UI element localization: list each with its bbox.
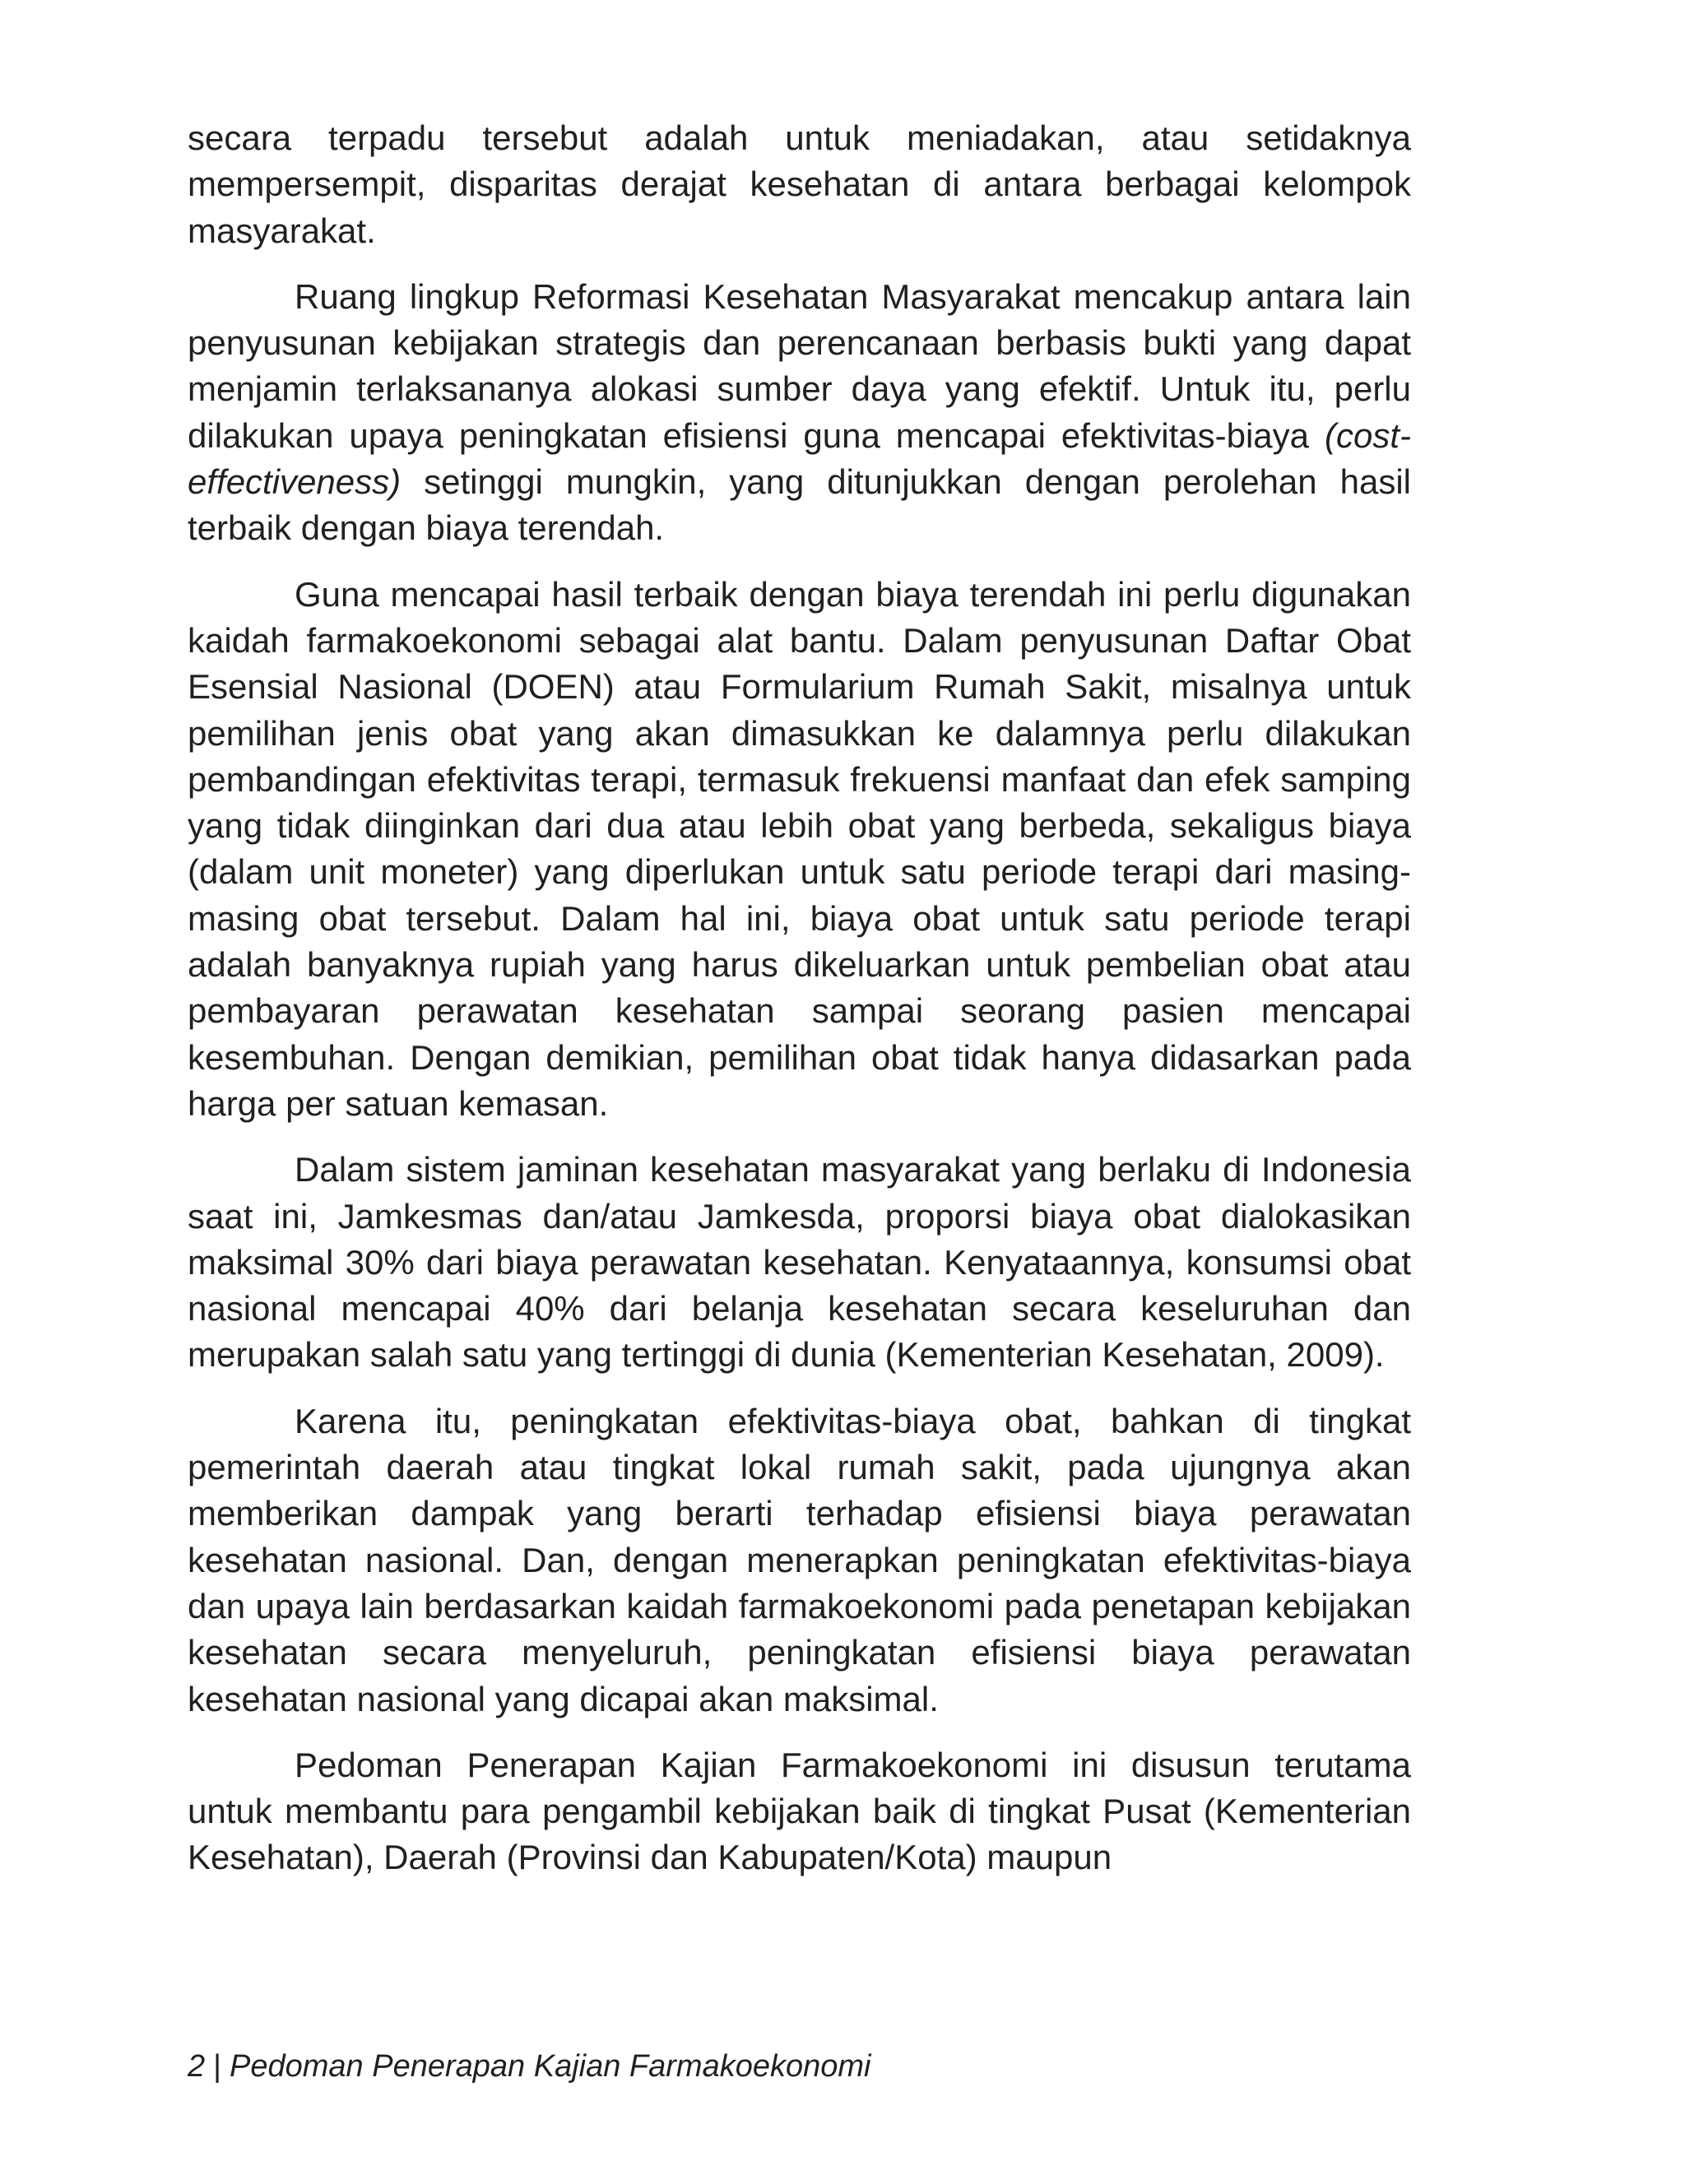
paragraph-3: Guna mencapai hasil terbaik dengan biaya terendah ini perlu digunakan kaidah farmakoekonomi sebagai alat bantu. Dalam penyusunan Daftar Obat Esensial Nasional (DOEN) atau Formularium Rumah Sakit, misalnya untuk pemilihan jenis obat yang akan dimasukkan ke dalamnya perlu dilakukan pembandingan efektivitas terapi, termasuk frekuensi manfaat dan efek samping yang tidak diinginkan dari dua atau lebih obat yang berbeda, sekaligus biaya (dalam unit moneter) yang diperlukan untuk satu periode terapi dari masing-masing obat tersebut. Dalam hal ini, biaya obat untuk satu periode terapi adalah banyaknya rupiah yang harus dikeluarkan untuk pembelian obat atau pembayaran perawatan kesehatan sampai seorang pasien mencapai kesembuhan. Dengan demikian, pemilihan obat tidak hanya didasarkan pada harga per satuan kemasan. (188, 574, 1411, 1123)
footer-separator: | (213, 2049, 222, 2084)
paragraph-2-text-after: setinggi mungkin, yang ditunjukkan dengan perolehan hasil terbaik dengan biaya terendah. (188, 462, 1411, 548)
paragraph-4: Dalam sistem jaminan kesehatan masyarakat yang berlaku di Indonesia saat ini, Jamkesmas dan/atau Jamkesda, proporsi biaya obat dialokasikan maksimal 30% dari biaya perawatan kesehatan. Kenyataannya, konsumsi obat nasional mencapai 40% dari belanja kesehatan secara keseluruhan dan merupakan salah satu yang tertinggi di dunia (Kementerian Kesehatan, 2009). (188, 1150, 1411, 1375)
footer-title: Pedoman Penerapan Kajian Farmakoekonomi (230, 2049, 871, 2084)
page-footer (188, 2047, 870, 2086)
page-number: 2 (188, 2049, 206, 2084)
paragraph-2-italic-term: (cost-effectiveness) (188, 415, 1411, 502)
paragraph-2 (188, 274, 1411, 552)
paragraph-1: secara terpadu tersebut adalah untuk meniadakan, atau setidaknya mempersempit, disparitas derajat kesehatan di antara berbagai kelompok masyarakat. (188, 118, 1411, 250)
paragraph-6: Pedoman Penerapan Kajian Farmakoekonomi ini disusun terutama untuk membantu para pengambil kebijakan baik di tingkat Pusat (Kementerian Kesehatan), Daerah (Provinsi dan Kabupaten/Kota) maupun (188, 1745, 1411, 1877)
paragraph-2-text-before: Ruang lingkup Reformasi Kesehatan Masyarakat mencakup antara lain penyusunan kebijakan strategis dan perencanaan berbasis bukti yang dapat menjamin terlaksananya alokasi sumber daya yang efektif. Untuk itu, perlu dilakukan upaya peningkatan efisiensi guna mencapai efektivitas-biaya (188, 276, 1411, 455)
body-text (188, 115, 1411, 1901)
paragraph-5: Karena itu, peningkatan efektivitas-biaya obat, bahkan di tingkat pemerintah daerah atau tingkat lokal rumah sakit, pada ujungnya akan memberikan dampak yang berarti terhadap efisiensi biaya perawatan kesehatan nasional. Dan, dengan menerapkan peningkatan efektivitas-biaya dan upaya lain berdasarkan kaidah farmakoekonomi pada penetapan kebijakan kesehatan secara menyeluruh, peningkatan efisiensi biaya perawatan kesehatan nasional yang dicapai akan maksimal. (188, 1401, 1411, 1718)
